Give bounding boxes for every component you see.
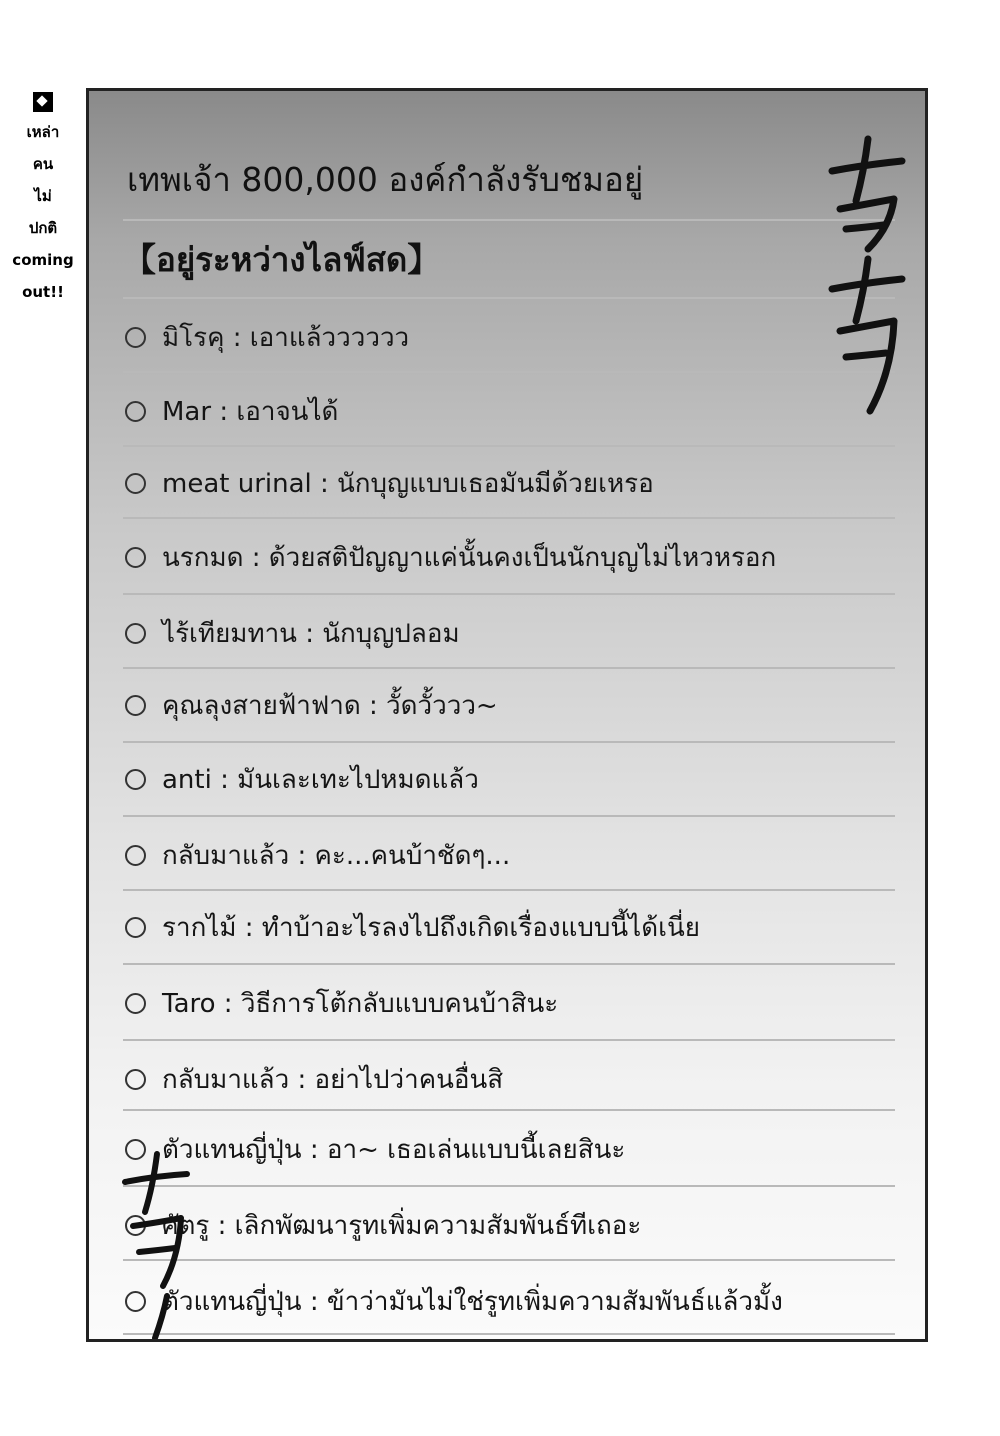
comment-text: กลับมาแล้ว : คะ...คนบ้าชัดๆ... — [162, 840, 511, 871]
divider — [123, 889, 895, 891]
sound-effect-drawing — [824, 131, 914, 421]
comment-text: ไร้เทียมทาน : นักบุญปลอม — [162, 618, 460, 649]
comment-text: meat urinal : นักบุญแบบเธอมันมีด้วยเหรอ — [162, 468, 654, 499]
side-caption-line: ปกติ — [28, 219, 58, 237]
comment-row — [125, 537, 776, 577]
live-status-header: 【อยู่ระหว่างไลฟ์สด】 — [123, 240, 441, 279]
comment-text: นรกมด : ด้วยสติปัญญาแค่นั้นคงเป็นนักบุญไม่ไหวหรอก — [162, 542, 777, 573]
circle-bullet-icon — [125, 917, 146, 938]
comment-text: รากไม้ : ทำบ้าอะไรลงไปถึงเกิดเรื่องแบบนี้ได้เนี่ย — [162, 912, 700, 943]
comment-row — [125, 759, 479, 799]
circle-bullet-icon — [125, 327, 146, 348]
comment-text: Taro : วิธีการโต้กลับแบบคนบ้าสินะ — [162, 988, 559, 1019]
circle-bullet-icon — [125, 993, 146, 1014]
divider — [123, 1333, 895, 1335]
comment-text: ศัตรู : เลิกพัฒนารูทเพิ่มความสัมพันธ์ทีเถอะ — [162, 1210, 642, 1241]
comment-text: ตัวแทนญี่ปุ่น : อา~ เธอเล่นแบบนี้เลยสินะ — [162, 1134, 626, 1165]
comment-row — [125, 907, 700, 947]
circle-bullet-icon — [125, 623, 146, 644]
comment-text: มิโรคุ : เอาแล้วววววว — [162, 322, 410, 353]
side-caption-line: coming — [12, 251, 74, 269]
divider — [123, 219, 895, 221]
side-caption-line: out!! — [22, 283, 64, 301]
circle-bullet-icon — [125, 695, 146, 716]
divider — [123, 1039, 895, 1041]
comment-row — [125, 1281, 783, 1321]
divider — [123, 667, 895, 669]
divider — [123, 371, 895, 373]
comment-row — [125, 983, 558, 1023]
divider — [123, 1185, 895, 1187]
side-caption-line: เหล่า — [26, 123, 60, 141]
comment-row — [125, 1059, 503, 1099]
comment-text: Mar : เอาจนได้ — [162, 396, 339, 427]
circle-bullet-icon — [125, 769, 146, 790]
divider — [123, 593, 895, 595]
divider — [123, 741, 895, 743]
circle-bullet-icon — [125, 401, 146, 422]
comment-text: กลับมาแล้ว : อย่าไปว่าคนอื่นสิ — [162, 1064, 504, 1095]
comment-row — [125, 1129, 625, 1169]
divider — [123, 1109, 895, 1111]
comment-row — [125, 1205, 641, 1245]
divider — [123, 297, 895, 299]
divider — [123, 517, 895, 519]
circle-bullet-icon — [125, 845, 146, 866]
divider — [123, 1259, 895, 1261]
circle-bullet-icon — [125, 473, 146, 494]
comment-row — [125, 835, 510, 875]
divider — [123, 963, 895, 965]
divider — [123, 815, 895, 817]
panel-title: เทพเจ้า 800,000 องค์กำลังรับชมอยู่ — [127, 160, 644, 199]
circle-bullet-icon — [125, 547, 146, 568]
comment-row — [125, 391, 338, 431]
comment-row — [125, 613, 460, 653]
side-caption-line: ไม่ — [34, 187, 52, 205]
side-caption-line: คน — [32, 155, 54, 173]
comment-text: ตัวแทนญี่ปุ่น : ข้าว่ามันไม่ใช่รูทเพิ่มความสัมพันธ์แล้วมั้ง — [162, 1286, 783, 1317]
comment-panel — [86, 88, 928, 1342]
divider — [123, 445, 895, 447]
comment-row — [125, 685, 498, 725]
comment-text: anti : มันเละเทะไปหมดแล้ว — [162, 764, 479, 795]
sound-effect-drawing — [119, 1146, 199, 1342]
diamond-icon — [33, 92, 53, 112]
comment-row — [125, 317, 409, 357]
circle-bullet-icon — [125, 1069, 146, 1090]
side-caption — [2, 92, 84, 308]
comment-row — [125, 463, 654, 503]
comment-text: คุณลุงสายฟ้าฟาด : วั้ดวั้ววว~ — [162, 690, 498, 721]
